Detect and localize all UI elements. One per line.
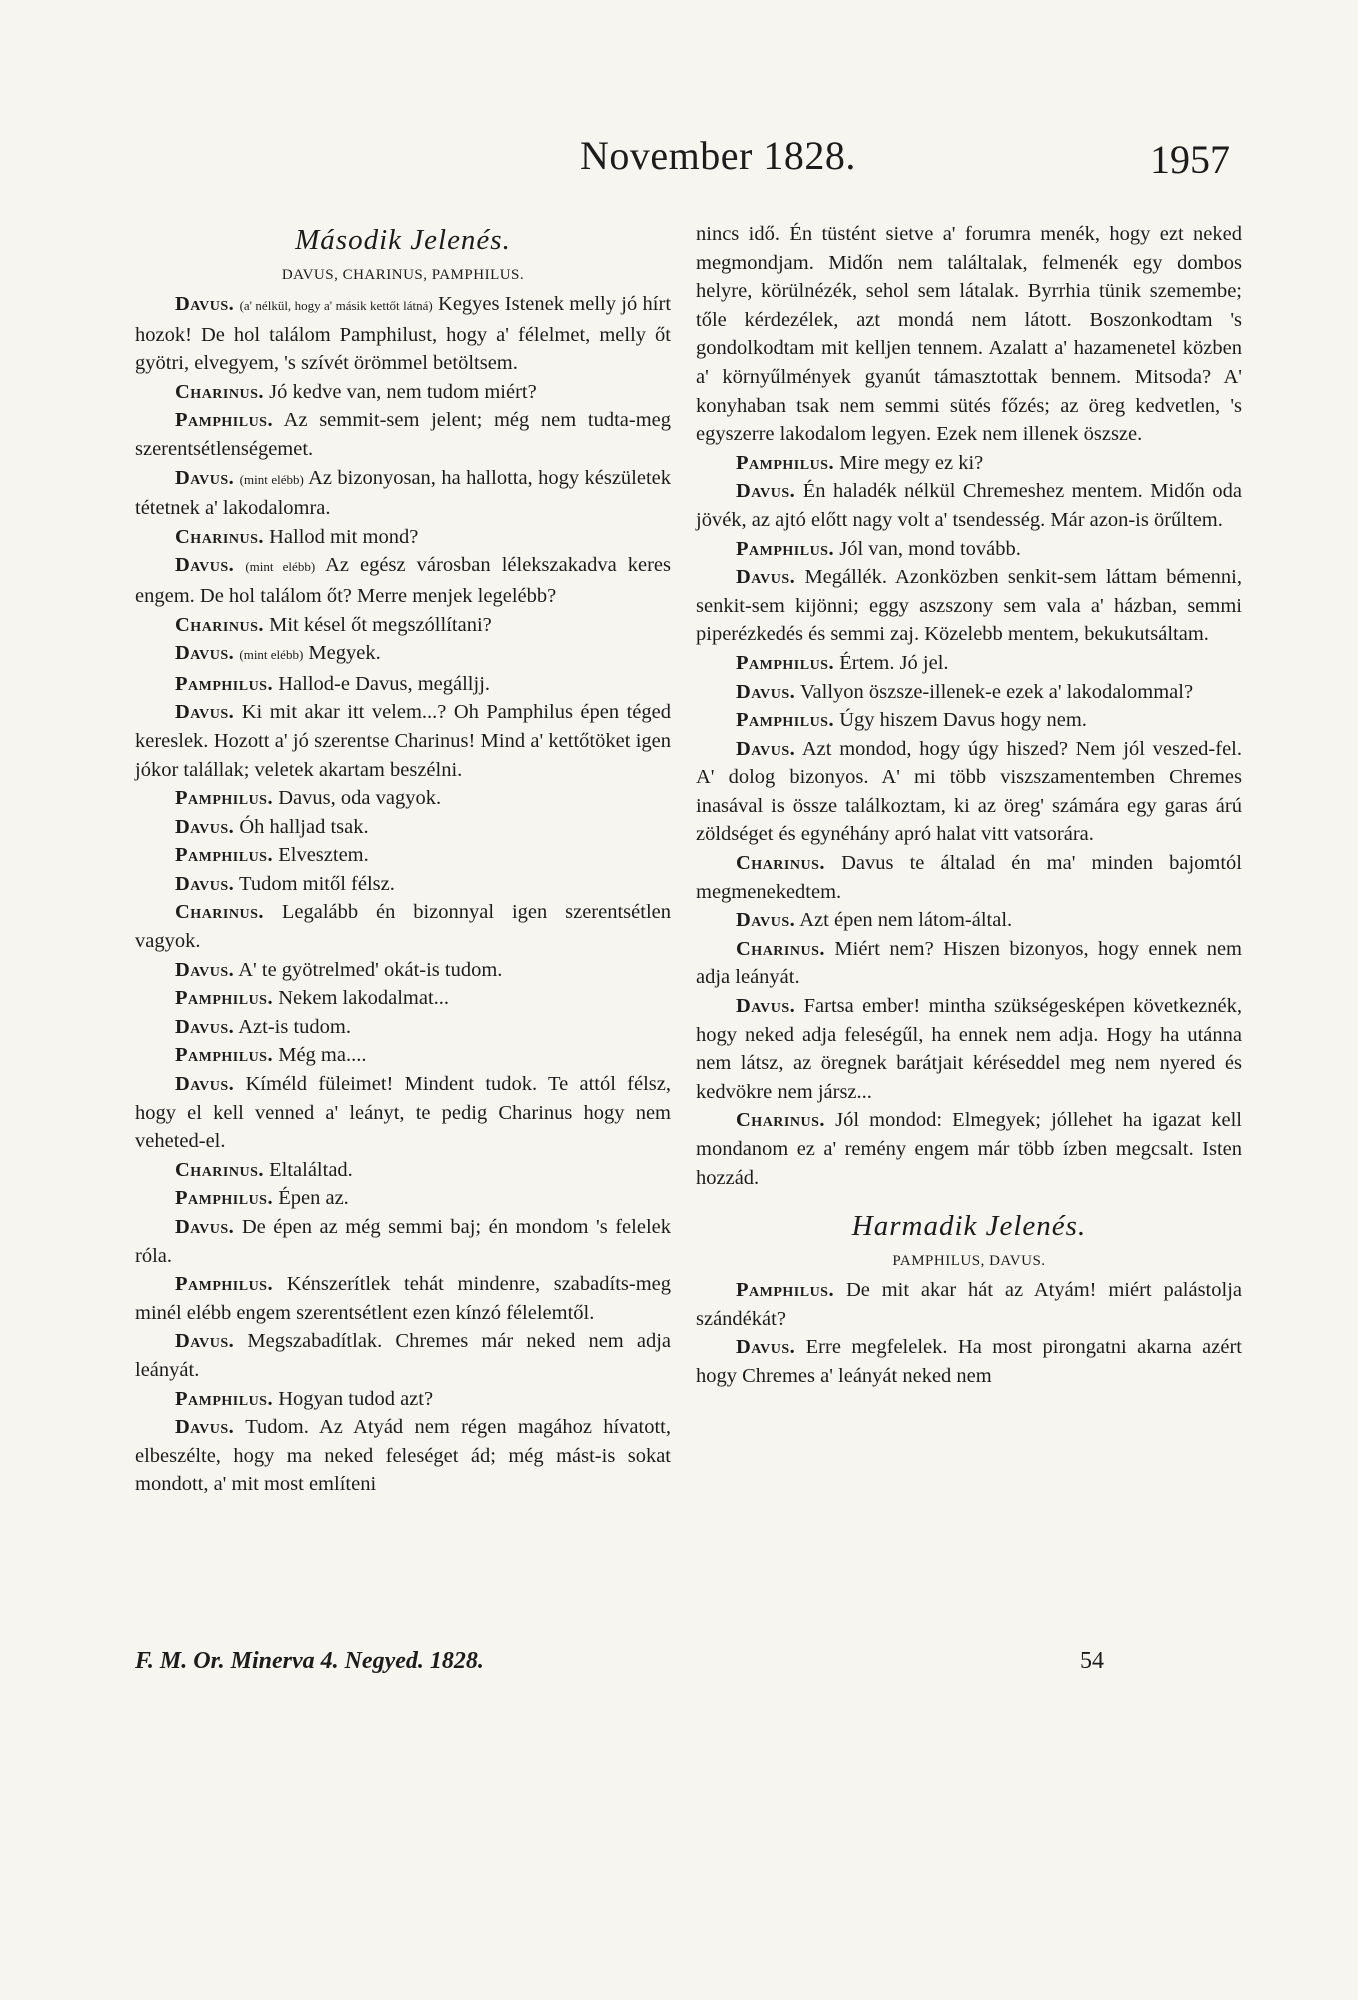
- dialogue-paragraph: [135, 290, 671, 378]
- dialogue-paragraph: [696, 649, 1242, 678]
- dialogue-text: Hallod-e Davus, megálljj.: [278, 672, 491, 695]
- dialogue-text: Tudom. Az Atyád nem régen magához hívatott, elbeszélte, hogy ma neked feleséget ád; még mást-is sokat mondott, a' mit most említeni: [135, 1416, 671, 1496]
- dialogue-text: Úgy hiszem Davus hogy nem.: [839, 709, 1087, 732]
- speaker-name: Pamphilus.: [175, 1187, 274, 1210]
- dialogue-text: Megállék. Azonközben senkit-sem láttam bémenni, senkit-sem kijönni; eggy aszszony sem vala a' házban, semmi piperézkedés és semmi zaj. Közelebb mentem, bekukutsáltam.: [696, 566, 1242, 646]
- speaker-name: Davus.: [175, 958, 235, 981]
- dialogue-text: Jól van, mond tovább.: [839, 537, 1021, 560]
- stage-direction: (mint elébb): [239, 471, 304, 487]
- dialogue-text: Kegyes Istenek melly jó hírt hozok! De hol találom Pamphilust, hogy a' félelmet, melly őt gyötri, elvegyem, 's szívét örömmel betöltsem.: [135, 293, 672, 375]
- speaker-name: Pamphilus.: [175, 844, 274, 867]
- dialogue-paragraph: [696, 706, 1242, 735]
- dialogue-text: Még ma....: [278, 1044, 367, 1067]
- dialogue-text: Értem. Jó jel.: [839, 651, 949, 674]
- running-head: [0, 132, 1358, 192]
- dialogue-text: Megyek.: [308, 642, 381, 665]
- dialogue-text: Eltaláltad.: [269, 1158, 353, 1181]
- speaker-name: Charinus.: [736, 937, 825, 960]
- dialogue-text: Davus, oda vagyok.: [278, 787, 442, 810]
- speaker-name: Davus.: [736, 737, 796, 760]
- speaker-name: Davus.: [175, 815, 235, 838]
- dialogue-text: Elvesztem.: [278, 844, 369, 867]
- dialogue-paragraph: [135, 1413, 671, 1499]
- speaker-name: Davus.: [736, 566, 796, 589]
- dialogue-text: Hogyan tudod azt?: [278, 1387, 434, 1410]
- speaker-name: Davus.: [175, 466, 235, 489]
- speaker-name: Davus.: [175, 701, 235, 724]
- speaker-name: Pamphilus.: [175, 787, 274, 810]
- speaker-name: Davus.: [736, 995, 796, 1018]
- speaker-name: Pamphilus.: [175, 1273, 274, 1296]
- left-column: [135, 220, 671, 1499]
- dialogue-paragraph: [135, 464, 671, 523]
- dialogue-paragraph: [696, 563, 1242, 649]
- scene-title: Harmadik Jelenés.: [851, 1210, 1087, 1243]
- stage-direction: (mint elébb): [239, 647, 304, 663]
- dialogue-paragraph: [135, 1385, 671, 1414]
- dialogue-paragraph: [135, 523, 671, 552]
- dialogue-paragraph: [135, 1156, 671, 1185]
- dialogue-text: Erre megfelelek. Ha most pirongatni akarna azért hogy Chremes a' leányát neked nem: [696, 1336, 1243, 1387]
- dialogue-text: Ki mit akar itt velem...? Oh Pamphilus épen téged kereslek. Hozott a' jó szerentse Charinus! Mind a' kettőtöket igen jókor talállak; veletek akartam beszélni.: [135, 701, 671, 781]
- dialogue-paragraph: [696, 1106, 1242, 1192]
- dialogue-paragraph: [135, 639, 671, 670]
- speaker-name: Pamphilus.: [175, 1044, 274, 1067]
- dialogue-paragraph: [135, 1327, 671, 1384]
- dialogue-paragraph: [696, 535, 1242, 564]
- dialogue-paragraph: [135, 898, 671, 955]
- dialogue-paragraph: [135, 956, 671, 985]
- speaker-name: Davus.: [175, 1416, 235, 1439]
- continued-paragraph: nincs idő. Én tüstént sietve a' forumra menék, hogy ezt neked megmondjam. Midőn nem találtalak, felmenék egy dombos helyre, körülnézék, sehol sem látalak. Byrrhia tünik szemembe; tőle kérdezélek, azt mondá nem látott. Boszonkodtam 's gondolkodtam mit kelljen tennem. Azalatt a' hazamenetel közben a' környűlmények gyanút támasztottak bennem. Mitsoda? A' konyhaban tsak nem semmi sütés főzés; az öreg kedvetlen, 's egyszerre lakodalom legyen. Ezek nem illenek öszsze.: [696, 223, 1242, 446]
- stage-direction: (a' nélkül, hogy a' másik kettőt látná): [239, 298, 433, 313]
- speaker-name: Davus.: [175, 554, 235, 577]
- speaker-name: Pamphilus.: [736, 709, 835, 732]
- dialogue-paragraph: [696, 735, 1242, 849]
- dialogue-text: Az egész városban lélekszakadva keres engem. De hol találom őt? Merre menjek legelébb?: [135, 554, 671, 607]
- dialogue-text: De épen az még semmi baj; én mondom 's felelek róla.: [135, 1216, 671, 1267]
- dialogue-paragraph: [696, 678, 1242, 707]
- speaker-name: Pamphilus.: [175, 672, 274, 695]
- speaker-name: Davus.: [736, 480, 796, 503]
- cast-list: PAMPHILUS, DAVUS.: [892, 1253, 1046, 1270]
- stage-direction: (mint elébb): [245, 559, 316, 575]
- speaker-name: Pamphilus.: [736, 537, 835, 560]
- dialogue-text: Óh halljad tsak.: [239, 815, 369, 838]
- dialogue-paragraph: [135, 670, 671, 699]
- page-title: November 1828.: [580, 133, 856, 178]
- right-column: [696, 220, 1242, 1391]
- dialogue-paragraph: [135, 984, 671, 1013]
- speaker-name: Davus.: [175, 1073, 235, 1096]
- dialogue-text: De mit akar hát az Atyám! miért palástolja szándékát?: [696, 1279, 1242, 1330]
- speaker-name: Pamphilus.: [736, 1279, 835, 1302]
- speaker-name: Charinus.: [175, 901, 264, 924]
- speaker-name: Pamphilus.: [175, 1387, 274, 1410]
- dialogue-paragraph: [696, 1333, 1242, 1390]
- speaker-name: Pamphilus.: [175, 409, 274, 432]
- speaker-name: Charinus.: [175, 1158, 264, 1181]
- speaker-name: Charinus.: [736, 852, 825, 875]
- speaker-name: Davus.: [175, 642, 235, 665]
- dialogue-paragraph: [135, 784, 671, 813]
- dialogue-text: Davus te általad én ma' minden bajomtól megmenekedtem.: [696, 852, 1242, 903]
- dialogue-text: Az bizonyosan, ha hallotta, hogy készületek tétetnek a' lakodalomra.: [135, 466, 672, 520]
- dialogue-text: Tudom mitől félsz.: [239, 872, 395, 895]
- dialogue-text: Mire megy ez ki?: [839, 451, 984, 474]
- dialogue-paragraph: [135, 1013, 671, 1042]
- speaker-name: Pamphilus.: [736, 451, 835, 474]
- dialogue-text: Azt-is tudom.: [238, 1015, 351, 1038]
- dialogue-text: Legalább én bizonnyal igen szerentsétlen vagyok.: [135, 901, 671, 953]
- dialogue-text: Jól mondod: Elmegyek; jóllehet ha igazat kell mondanom ez a' remény engem már több ízben megcsalt. Isten hozzád.: [696, 1109, 1242, 1189]
- speaker-name: Davus.: [736, 680, 796, 703]
- speaker-name: Pamphilus.: [736, 651, 835, 674]
- dialogue-paragraph: [135, 813, 671, 842]
- dialogue-text: Az semmit-sem jelent; még nem tudta-meg szerentsétlenségemet.: [135, 409, 671, 460]
- dialogue-text: Én haladék nélkül Chremeshez mentem. Midőn oda jövék, az ajtó előtt nagy volt a' tsendesség. Már azon-is örűltem.: [696, 480, 1242, 531]
- speaker-name: Davus.: [736, 1336, 796, 1359]
- dialogue-paragraph: [135, 406, 671, 463]
- speaker-name: Davus.: [175, 293, 235, 315]
- speaker-name: Charinus.: [175, 613, 264, 636]
- dialogue-text: Jó kedve van, nem tudom miért?: [269, 380, 537, 403]
- dialogue-text: Megszabadítlak. Chremes már neked nem adja leányát.: [135, 1330, 672, 1381]
- speaker-name: Davus.: [175, 1015, 235, 1038]
- dialogue-paragraph: [135, 1041, 671, 1070]
- dialogue-text: Épen az.: [278, 1187, 349, 1210]
- dialogue-text: Vallyon öszsze-illenek-e ezek a' lakodalommal?: [800, 680, 1194, 703]
- dialogue-text: Hallod mit mond?: [269, 525, 419, 548]
- speaker-name: Davus.: [736, 909, 796, 932]
- dialogue-paragraph: [135, 551, 671, 610]
- dialogue-paragraph: [135, 1270, 671, 1327]
- dialogue-paragraph: [135, 378, 671, 407]
- signature-number: 54: [1080, 1648, 1104, 1674]
- dialogue-paragraph: [135, 841, 671, 870]
- dialogue-text: Kíméld füleimet! Mindent tudok. Te attól félsz, hogy el kell venned a' leányt, te pedig Charinus hogy nem veheted-el.: [135, 1073, 671, 1153]
- dialogue-paragraph: [135, 698, 671, 784]
- dialogue-paragraph: [696, 906, 1242, 935]
- speaker-name: Charinus.: [736, 1109, 825, 1132]
- dialogue-paragraph: [135, 870, 671, 899]
- speaker-name: Davus.: [175, 872, 235, 895]
- speaker-name: Charinus.: [175, 380, 264, 403]
- signature-mark: F. M. Or. Minerva 4. Negyed. 1828.: [135, 1648, 484, 1674]
- page-number: 1957: [1150, 137, 1230, 182]
- dialogue-paragraph: [135, 611, 671, 640]
- dialogue-paragraph: [696, 935, 1242, 992]
- dialogue-paragraph: [696, 992, 1242, 1106]
- speaker-name: Davus.: [175, 1216, 235, 1238]
- speaker-name: Davus.: [175, 1330, 235, 1353]
- dialogue-text: Kénszerítlek tehát mindenre, szabadíts-meg minél elébb engem szerentsétlent ezen kínzó félelemtől.: [135, 1273, 671, 1324]
- speaker-name: Charinus.: [175, 525, 264, 548]
- dialogue-text: Mit késel őt megszóllítani?: [269, 613, 492, 636]
- dialogue-paragraph: [696, 1276, 1242, 1333]
- dialogue-paragraph: [696, 477, 1242, 534]
- speaker-name: Pamphilus.: [175, 987, 274, 1010]
- dialogue-text: Azt épen nem látom-által.: [799, 909, 1013, 932]
- scene-title: Második Jelenés.: [295, 224, 511, 256]
- dialogue-text: Nekem lakodalmat...: [278, 987, 450, 1010]
- dialogue-text: A' te gyötrelmed' okát-is tudom.: [238, 958, 503, 981]
- dialogue-paragraph: [135, 1213, 671, 1270]
- dialogue-text: Azt mondod, hogy úgy hiszed? Nem jól veszed-fel. A' dolog bizonyos. A' mi több viszszamentemben Chremes inasával is össze találkoztam, ki az öreg' számára egy garas árú zöldséget és egynéhány apró halat vitt vatsorára.: [696, 737, 1242, 846]
- dialogue-paragraph: [135, 1070, 671, 1156]
- dialogue-paragraph: [696, 849, 1242, 906]
- dialogue-text: Fartsa ember! mintha szükségesképen következnék, hogy neked adja feleségűl, ha ennek nem adja. Hogy ha utánna nem látsz, az öregnek barátjait kéréseddel meg nem nyered és kedvökre nem jársz...: [696, 995, 1242, 1103]
- dialogue-text: Miért nem? Hiszen bizonyos, hogy ennek nem adja leányát.: [696, 937, 1242, 989]
- dialogue-paragraph: [696, 449, 1242, 478]
- footer: [0, 1648, 1358, 1688]
- cast-list: DAVUS, CHARINUS, PAMPHILUS.: [281, 267, 525, 283]
- dialogue-paragraph: [135, 1184, 671, 1213]
